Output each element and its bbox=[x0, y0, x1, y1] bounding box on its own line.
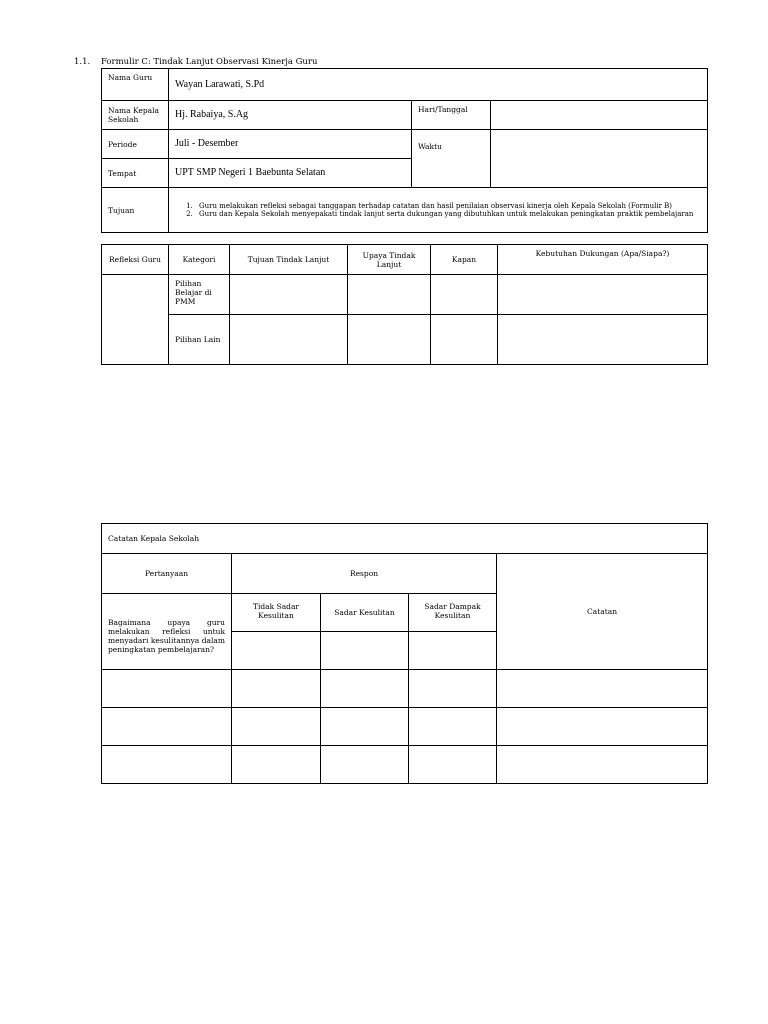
answer-cell bbox=[321, 632, 409, 670]
catatan-kepala-sekolah-title: Catatan Kepala Sekolah bbox=[102, 524, 708, 554]
kategori-pmm bbox=[169, 275, 230, 315]
waktu-label: Waktu bbox=[412, 130, 491, 188]
answer-cell bbox=[232, 632, 321, 670]
hari-tanggal-label: Hari/Tanggal bbox=[412, 101, 491, 130]
notes-table bbox=[101, 523, 708, 784]
empty-cell bbox=[102, 708, 232, 746]
tempat-value: UPT SMP Negeri 1 Baebunta Selatan bbox=[169, 159, 412, 188]
empty-cell bbox=[102, 670, 232, 708]
respon-sadar: Sadar Kesulitan bbox=[321, 594, 409, 632]
kapan-header: Kapan bbox=[431, 245, 498, 275]
periode-label: Periode bbox=[102, 130, 169, 159]
empty-cell bbox=[232, 708, 321, 746]
empty-cell bbox=[409, 670, 497, 708]
empty-cell bbox=[321, 708, 409, 746]
reflection-table bbox=[101, 244, 708, 365]
kebutuhan-cell-2 bbox=[498, 315, 708, 365]
empty-cell bbox=[321, 746, 409, 784]
tujuan-tindak-lanjut-header: Tujuan Tindak Lanjut bbox=[230, 245, 348, 275]
respon-3-line2: Kesulitan bbox=[434, 611, 471, 620]
upaya-tindak-lanjut-header bbox=[348, 245, 431, 275]
tujuan-item-1: 1. Guru melakukan refleksi sebagai tanggapan terhadap catatan dan hasil penilaian observasi kinerja oleh Kepala Sekolah (Formulir B) bbox=[195, 202, 701, 210]
waktu-value bbox=[491, 130, 708, 188]
catatan-header: Catatan bbox=[497, 554, 708, 670]
pmm-line3: PMM bbox=[175, 297, 196, 306]
hari-tanggal-value bbox=[491, 101, 708, 130]
kategori-header: Kategori bbox=[169, 245, 230, 275]
respon-3-line1: Sadar Dampak bbox=[424, 602, 481, 611]
tujuan-label: Tujuan bbox=[102, 188, 169, 233]
upaya-line1: Upaya Tindak bbox=[362, 250, 416, 260]
empty-cell bbox=[409, 708, 497, 746]
kapan-cell-2 bbox=[431, 315, 498, 365]
refleksi-cell bbox=[102, 275, 169, 365]
nama-guru-label: Nama Guru bbox=[102, 69, 169, 101]
question-cell: Bagaimana upaya guru melakukan refleksi untuk menyadari kesulitannya dalam peningkatan pembelajaran? bbox=[102, 594, 232, 670]
empty-cell bbox=[232, 670, 321, 708]
form-title: Formulir C: Tindak Lanjut Observasi Kinerja Guru bbox=[101, 57, 318, 67]
empty-cell bbox=[232, 746, 321, 784]
respon-tidak-sadar bbox=[232, 594, 321, 632]
kebutuhan-cell-1 bbox=[498, 275, 708, 315]
kebutuhan-dukungan-header: Kebutuhan Dukungan (Apa/Siapa?) bbox=[498, 245, 708, 275]
pmm-line1: Pilihan bbox=[175, 279, 202, 288]
empty-cell bbox=[321, 670, 409, 708]
upaya-line2: Lanjut bbox=[376, 259, 402, 269]
tujuan-cell-1 bbox=[230, 275, 348, 315]
kapan-cell-1 bbox=[431, 275, 498, 315]
upaya-cell-1 bbox=[348, 275, 431, 315]
kepala-sekolah-value: Hj. Rabaiya, S.Ag bbox=[169, 101, 412, 130]
empty-cell bbox=[102, 746, 232, 784]
periode-value: Juli - Desember bbox=[169, 130, 412, 159]
tujuan-item-2: 2. Guru dan Kepala Sekolah menyepakati tindak lanjut serta dukungan yang dibutuhkan untuk melakukan peningkatan praktik pembelajaran bbox=[195, 210, 701, 218]
kategori-lain: Pilihan Lain bbox=[169, 315, 230, 365]
empty-cell bbox=[409, 746, 497, 784]
empty-cell bbox=[497, 746, 708, 784]
kepala-label-line1: Nama Kepala bbox=[108, 106, 159, 115]
kepala-sekolah-label bbox=[102, 101, 169, 130]
kepala-label-line2: Sekolah bbox=[108, 115, 139, 124]
pmm-line2: Belajar di bbox=[175, 288, 212, 297]
tujuan-cell-2 bbox=[230, 315, 348, 365]
empty-cell bbox=[497, 708, 708, 746]
respon-1-line2: Kesulitan bbox=[258, 611, 294, 620]
tujuan-list bbox=[177, 202, 701, 218]
empty-cell bbox=[497, 670, 708, 708]
respon-header: Respon bbox=[232, 554, 497, 594]
identity-table bbox=[101, 68, 708, 233]
answer-cell bbox=[409, 632, 497, 670]
upaya-cell-2 bbox=[348, 315, 431, 365]
respon-sadar-dampak bbox=[409, 594, 497, 632]
nama-guru-value: Wayan Larawati, S.Pd bbox=[169, 69, 708, 101]
section-number: 1.1. bbox=[74, 57, 91, 67]
refleksi-header: Refleksi Guru bbox=[102, 245, 169, 275]
respon-1-line1: Tidak Sadar bbox=[252, 602, 300, 611]
tempat-label: Tempat bbox=[102, 159, 169, 188]
pertanyaan-header: Pertanyaan bbox=[102, 554, 232, 594]
tujuan-list-cell bbox=[169, 188, 708, 233]
